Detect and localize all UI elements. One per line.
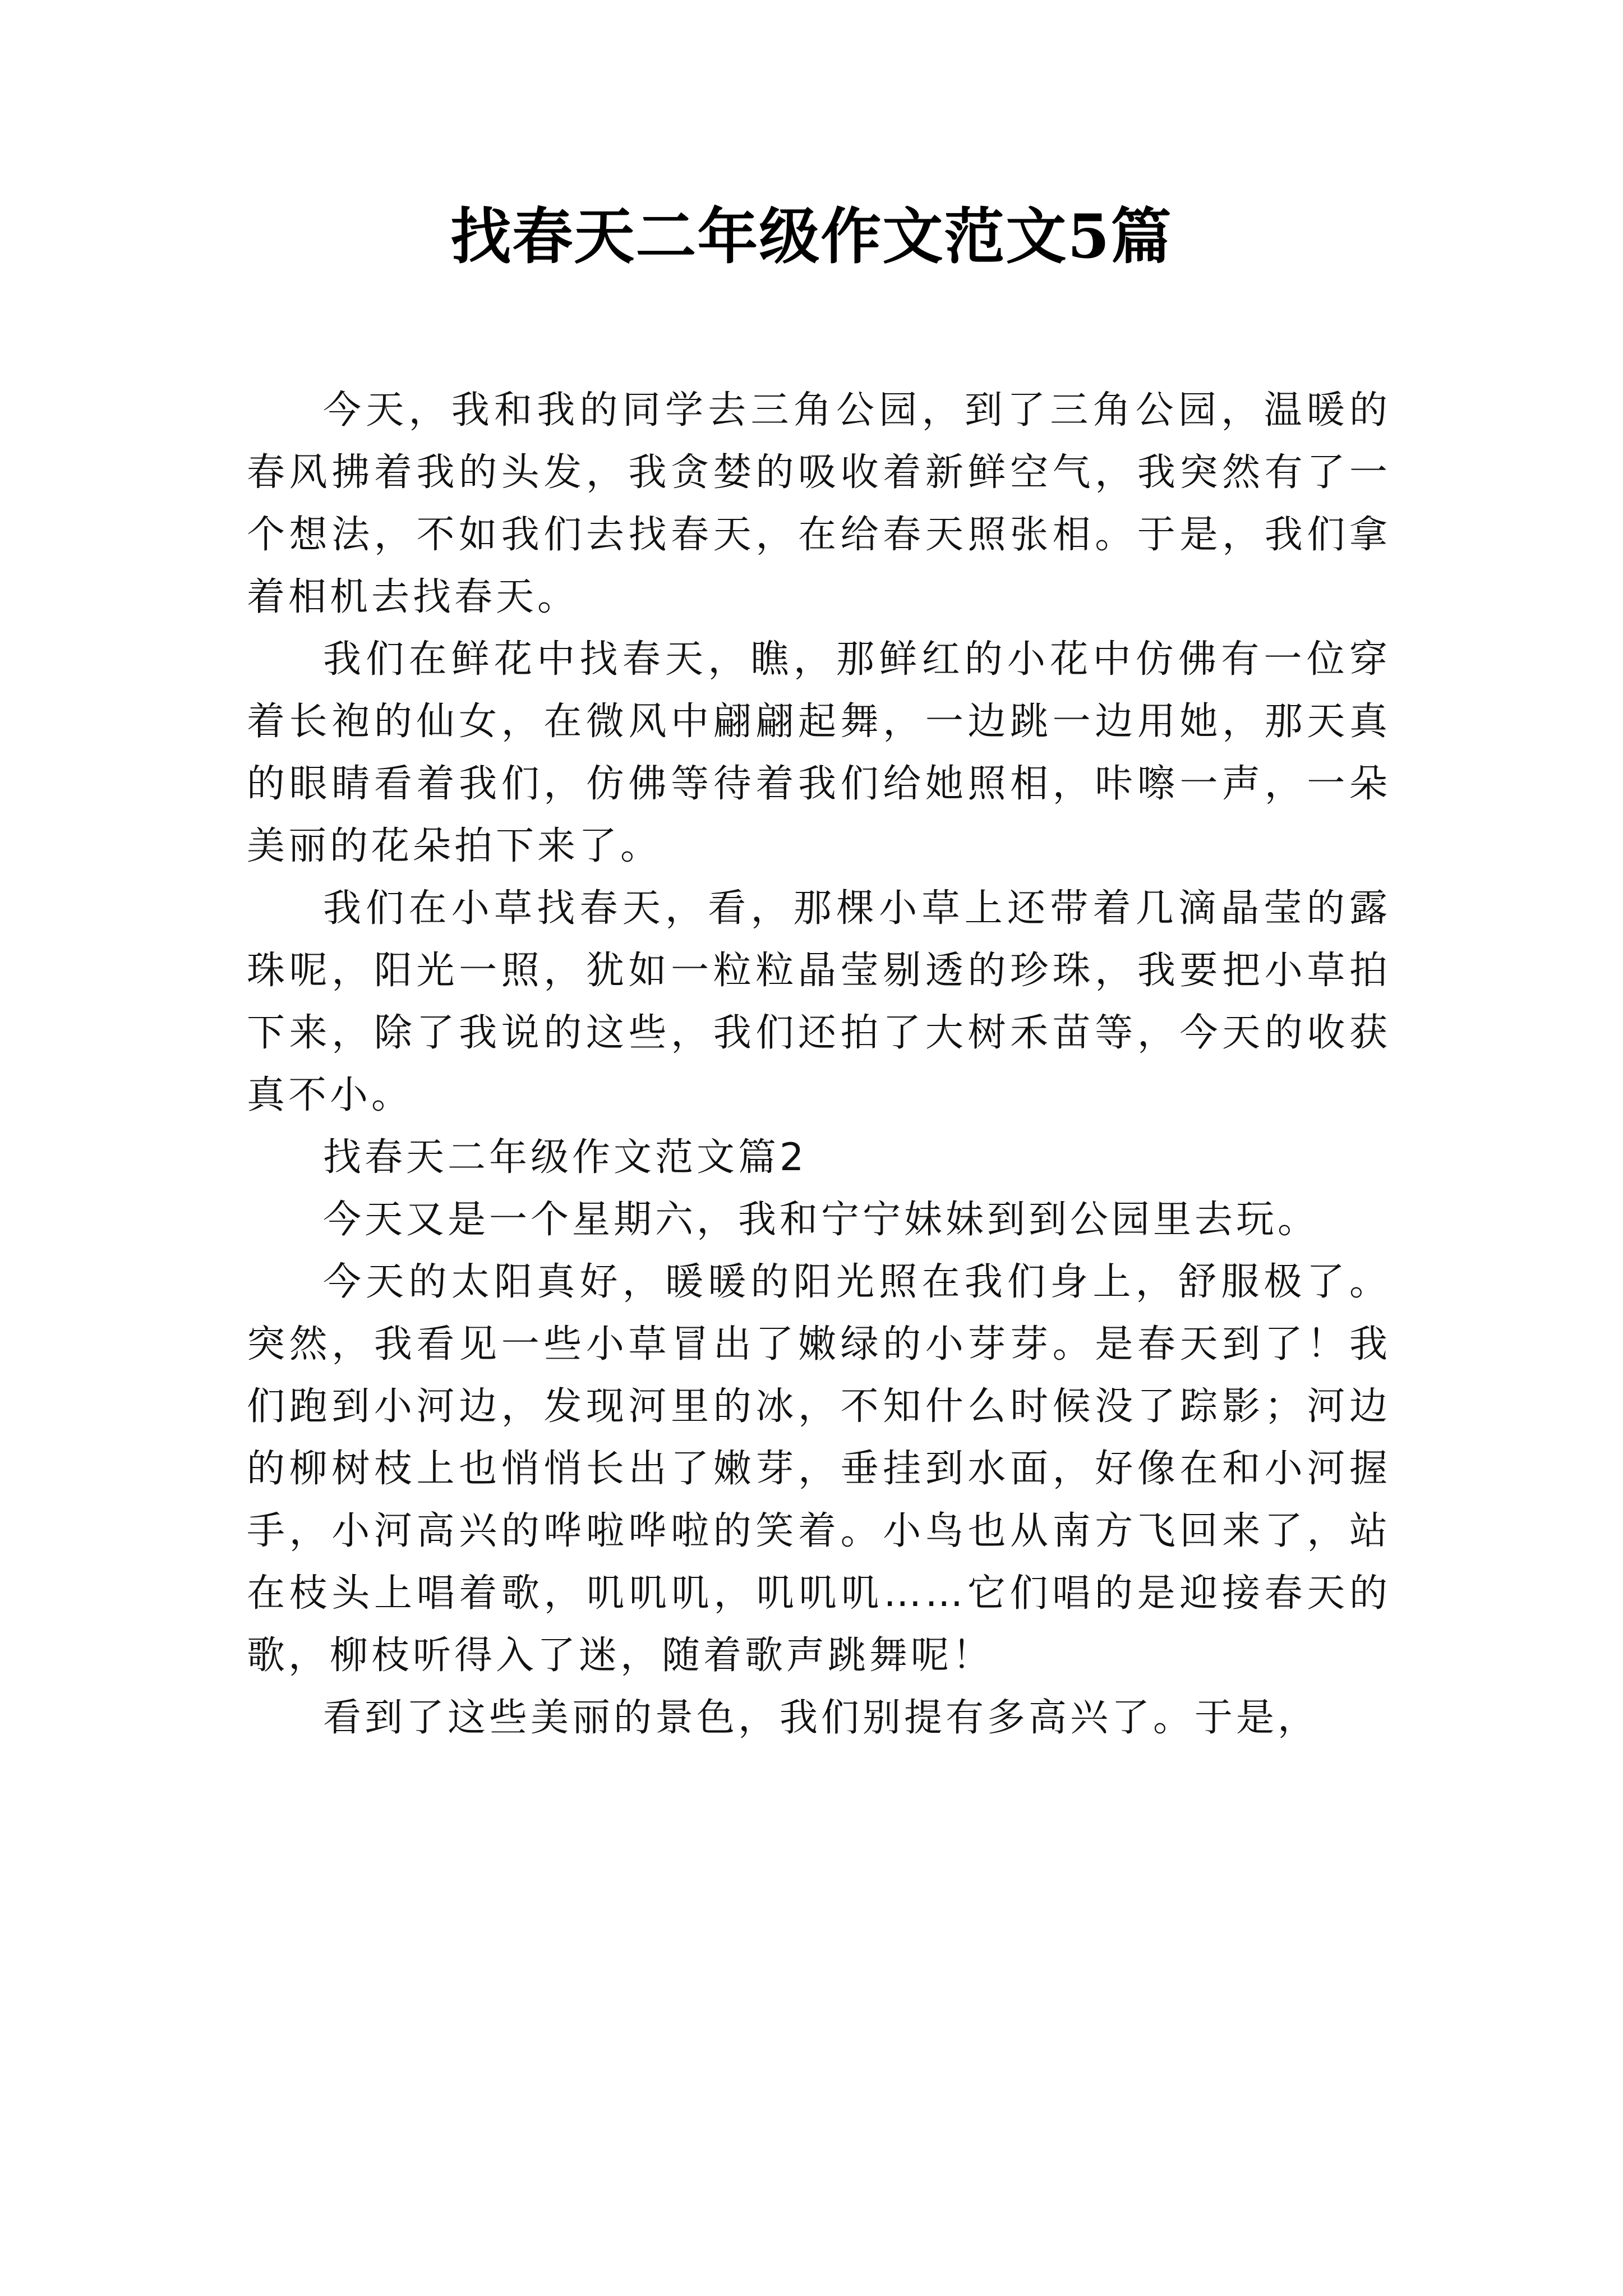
- section-heading: 找春天二年级作文范文篇2: [323, 1135, 808, 1180]
- paragraph: 今天，我和我的同学去三角公园，到了三角公园，温暖的春风拂着我的头发，我贪婪的吸收着新鲜空气，我突然有了一个想法，不如我们去找春天，在给春天照张相。于是，我们拿着相机去找春天。: [247, 388, 1391, 619]
- paragraph: 今天的太阳真好，暖暖的阳光照在我们身上，舒服极了。突然，我看见一些小草冒出了嫩绿的小芽芽。是春天到了！我们跑到小河边，发现河里的冰，不知什么时候没了踪影；河边的柳树枝上也悄悄长出了嫩芽，垂挂到水面，好像在和小河握手，小河高兴的哗啦哗啦的笑着。小鸟也从南方飞回来了，站在枝头上唱着歌，叽叽叽，叽叽叽……它们唱的是迎接春天的歌，柳枝听得入了迷，随着歌声跳舞呢！: [247, 1260, 1391, 1678]
- paragraph: 我们在鲜花中找春天，瞧，那鲜红的小花中仿佛有一位穿着长袍的仙女，在微风中翩翩起舞，一边跳一边用她，那天真的眼睛看着我们，仿佛等待着我们给她照相，咔嚓一声，一朵美丽的花朵拍下来了。: [247, 637, 1391, 868]
- paragraph: 我们在小草找春天，看，那棵小草上还带着几滴晶莹的露珠呢，阳光一照，犹如一粒粒晶莹剔透的珍珠，我要把小草拍下来，除了我说的这些，我们还拍了大树禾苗等，今天的收获真不小。: [247, 886, 1391, 1117]
- document-body: [247, 379, 1391, 1749]
- document-title: 找春天二年级作文范文5篇: [450, 201, 1173, 272]
- paragraph: 今天又是一个星期六，我和宁宁妹妹到到公园里去玩。: [323, 1198, 1320, 1242]
- paragraph: 看到了这些美丽的景色，我们别提有多高兴了。于是，: [323, 1696, 1320, 1740]
